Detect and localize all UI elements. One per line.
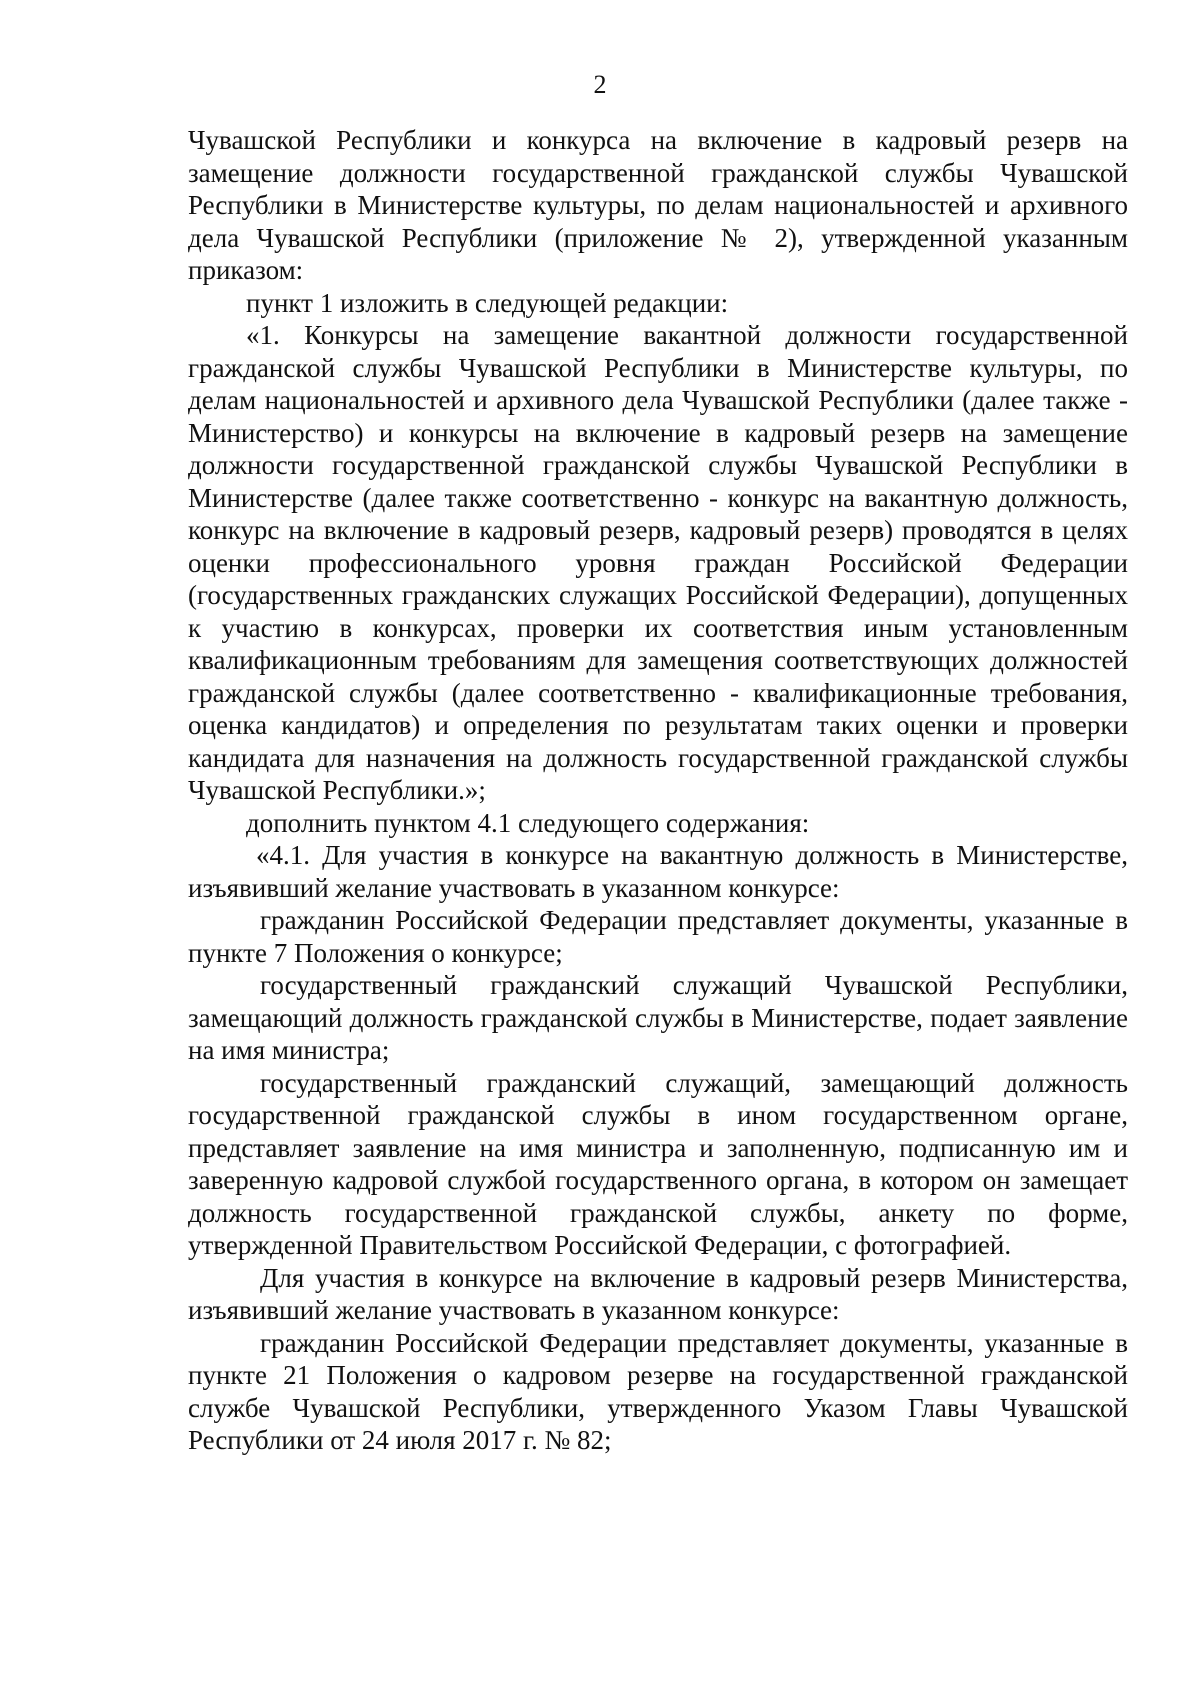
paragraph-citizen-documents: гражданин Российской Федерации представляет документы, указанные в пункте 7 Положения о конкурсе; [188,905,1128,968]
paragraph-other-body-civil-servant: государственный гражданский служащий, замещающий должность государственной гражданской службы в ином государственном органе, представляет заявление на имя министра и заполненную, подписанную им и заверенную кадровой службой государственного органа, в котором он замещает должность государственной гражданской службы, анкету по форме, утвержденной Правительством Российской Федерации, с фотографией. [188,1067,1128,1260]
paragraph-point-4-1-instruction: дополнить пунктом 4.1 следующего содержания: [246,807,810,838]
paragraph-point-4-1-text: «4.1. Для участия в конкурсе на вакантную должность в Министерстве, изъявивший желание участвовать в указанном конкурсе: [188,840,1128,903]
paragraph-point-1-instruction: пункт 1 изложить в следующей редакции: [246,287,729,318]
paragraph-intro: Чувашской Республики и конкурса на включение в кадровый резерв на замещение должности государственной гражданской службы Чувашской Республики в Министерстве культуры, по делам национальностей и архивного дела Чувашской Республики (приложение № 2), утвержденной указанным приказом: [188,125,1128,285]
page-number: 2 [593,70,607,99]
paragraph-reserve-contest: Для участия в конкурсе на включение в кадровый резерв Министерства, изъявивший желание участвовать в указанном конкурсе: [188,1262,1128,1325]
paragraph-point-1-text: «1. Конкурсы на замещение вакантной должности государственной гражданской службы Чувашской Республики в Министерстве культуры, по делам национальностей и архивного дела Чувашской Республики (далее также - Министерство) и конкурсы на включение в кадровый резерв на замещение должности государственной гражданской службы Чувашской Республики в Министерстве (далее также соответственно - конкурс на вакантную должность, конкурс на включение в кадровый резерв, кадровый резерв) проводятся в целях оценки профессионального уровня граждан Российской Федерации (государственных гражданских служащих Российской Федерации), допущенных к участию в конкурсах, проверки их соответствия иным установленным квалификационным требованиям для замещения соответствующих должностей гражданской службы (далее соответственно - квалификационные требования, оценка кандидатов) и определения по результатам таких оценки и проверки кандидата для назначения на должность государственной гражданской службы Чувашской Республики.»; [188,320,1128,805]
paragraph-reserve-citizen-documents: гражданин Российской Федерации представляет документы, указанные в пункте 21 Положения о кадровом резерве на государственной гражданской службе Чувашской Республики, утвержденного Указом Главы Чувашской Республики от 24 июля 2017 г. № 82; [188,1327,1128,1455]
document-body [188,124,1128,1457]
paragraph-chuvash-civil-servant: государственный гражданский служащий Чувашской Республики, замещающий должность гражданской службы в Министерстве, подает заявление на имя министра; [188,970,1128,1065]
